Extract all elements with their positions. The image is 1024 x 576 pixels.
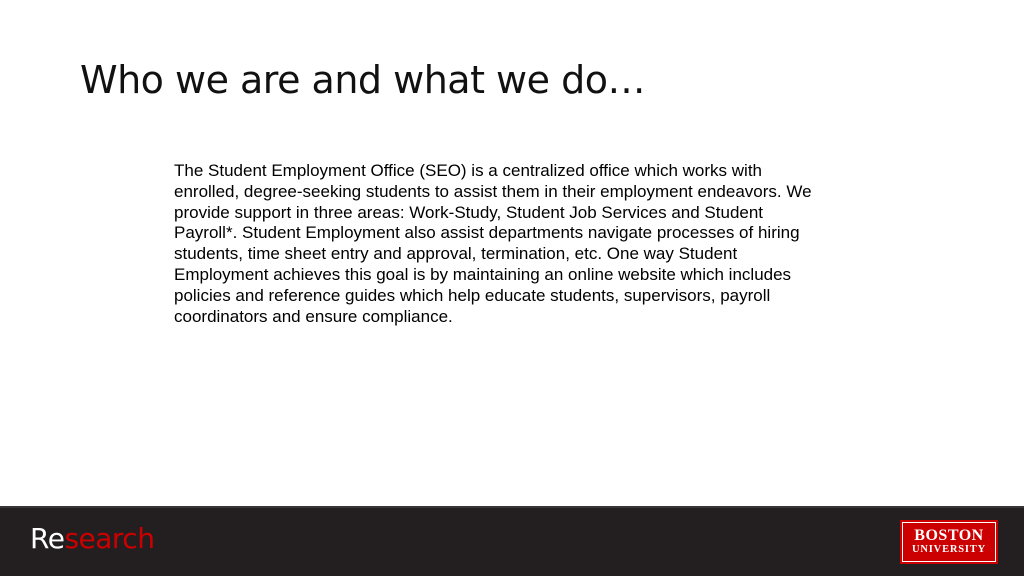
logo-line-boston: BOSTON <box>914 527 984 544</box>
logo-line-university: UNIVERSITY <box>912 544 986 555</box>
boston-university-logo <box>900 520 998 564</box>
brand-part-search: search <box>64 522 155 555</box>
footer-bar <box>0 506 1024 576</box>
research-brand-logo <box>30 522 154 555</box>
brand-part-re: Re <box>30 522 65 555</box>
slide-title: Who we are and what we do… <box>80 58 645 102</box>
body-paragraph: The Student Employment Office (SEO) is a centralized office which works with enrolled, degree-seeking students to assist them in their employment endeavors. We provide support in three areas: Work-Study, Student Job Services and Student Payroll*. Student Employment also assist departments navigate processes of hiring students, time sheet entry and approval, termination, etc. One way Student Employment achieves this goal is by maintaining an online website which includes policies and reference guides which help educate students, supervisors, payroll coordinators and ensure compliance. <box>174 161 812 326</box>
logo-frame <box>902 522 996 562</box>
